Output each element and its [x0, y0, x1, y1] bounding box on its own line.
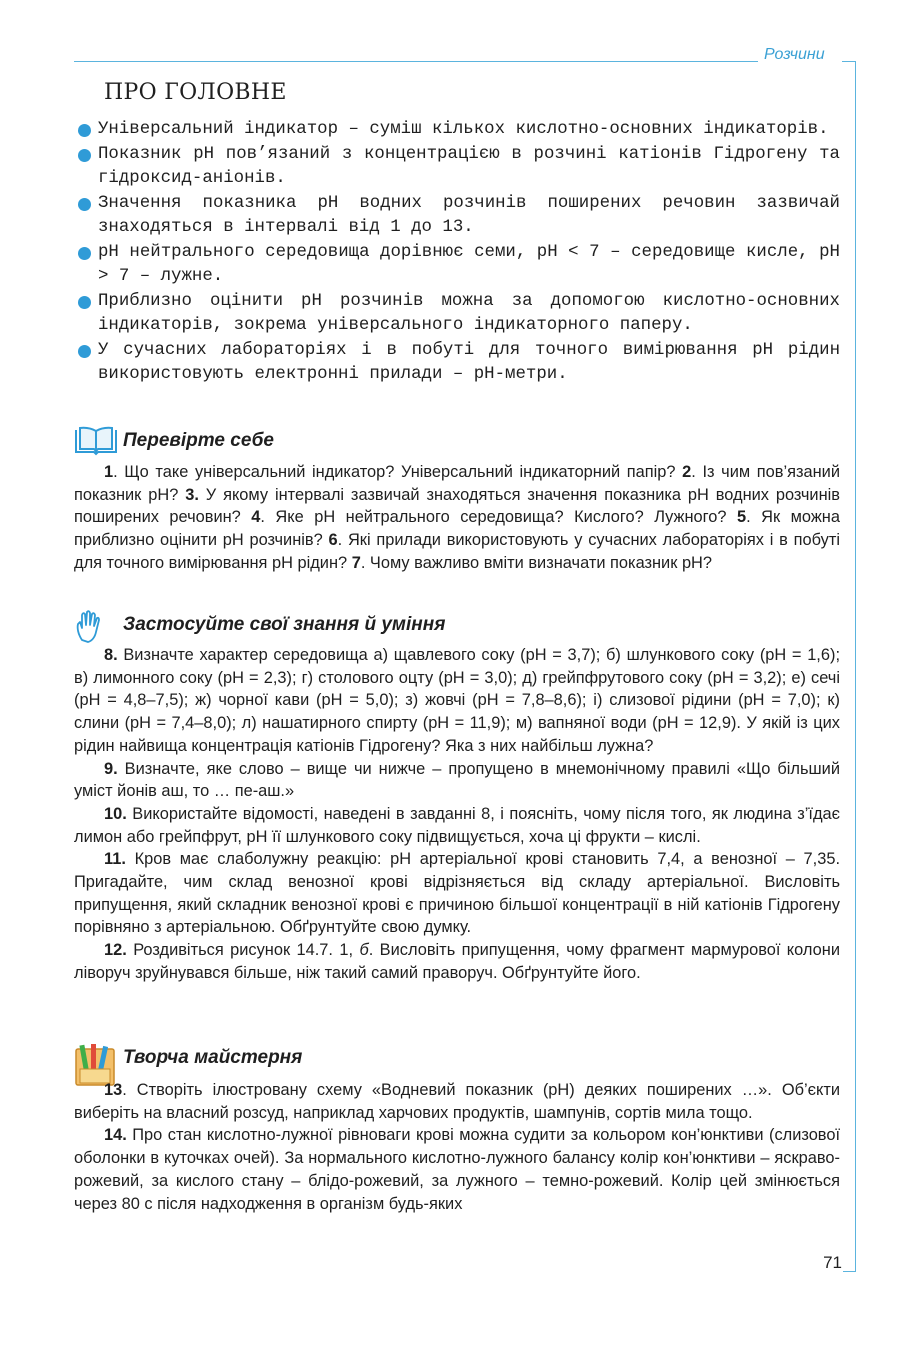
summary-item-text: Показник pH пов’язаний з концентрацією в розчині катіонів Гідрогену та гідроксид-аніонів.	[98, 144, 840, 188]
summary-item	[78, 290, 840, 339]
creative-workshop-heading	[74, 1043, 840, 1073]
question-number: 1	[104, 463, 114, 481]
task-8	[74, 644, 840, 758]
check-yourself-heading	[74, 426, 840, 456]
check-yourself-questions	[74, 461, 840, 575]
book-icon	[74, 426, 118, 456]
task-13	[74, 1079, 840, 1124]
summary-item	[78, 143, 840, 192]
question-text: . Із чим пов’язаний показник pH?	[74, 463, 840, 504]
question-number: 5	[737, 508, 747, 527]
task-text-italic: б	[359, 941, 369, 960]
section-title: Перевірте себе	[123, 430, 274, 451]
bullet-icon	[78, 149, 91, 162]
question-text: . Що таке універсальний індикатор? Універсальний індикаторний папір?	[113, 463, 683, 481]
bullet-icon	[78, 247, 91, 260]
summary-item-text: pH нейтрального середовища дорівнює семи, pH < 7 – середовище кисле, pH > 7 – лужне.	[98, 242, 840, 286]
task-text: . Висловіть припущення, чому фрагмент мармурової колони ліворуч зруйнувався більше, ніж такий самий праворуч. Обґрунтуйте його.	[74, 941, 840, 982]
summary-item-text: Значення показника pH водних розчинів поширених речовин зазвичай знаходяться в інтервалі від 1 до 13.	[98, 193, 840, 237]
section-title: Застосуйте свої знання й уміння	[123, 614, 446, 635]
task-number: 8.	[104, 646, 118, 664]
task-12	[74, 939, 840, 984]
task-text: Кров має слаболужну реакцію: pH артеріальної крові становить 7,4, а венозної – 7,35. Пригадайте, чим склад венозної крові відрізняється від складу артеріальної. Висловіть припущення, який складник венозної крові є причиною більшої концентрації в ній катіонів Гідрогену порівняно з артеріальною. Обґрунтуйте свою думку.	[74, 850, 840, 937]
task-number: 13	[104, 1081, 123, 1099]
task-9	[74, 758, 840, 803]
summary-list	[78, 118, 840, 388]
summary-item	[78, 118, 840, 143]
task-text: Використайте відомості, наведені в завданні 8, і поясніть, чому після того, як людина з’їдає лимон або грейпфрут, pH її шлункового соку підвищується, хоча ці фрукти – кислі.	[74, 804, 840, 846]
question-text: . Як можна приблизно оцінити pH розчинів?	[74, 508, 840, 550]
apply-knowledge-tasks	[74, 644, 840, 985]
bullet-icon	[78, 296, 91, 309]
question-number: 3.	[185, 485, 199, 504]
bullet-icon	[78, 345, 91, 358]
question-number: 4	[251, 508, 261, 527]
task-text: Роздивіться рисунок 14.7. 1,	[126, 941, 360, 960]
summary-item	[78, 339, 840, 388]
task-text: Визначте, яке слово – вище чи нижче – пропущено в мнемонічному правилі «Що більший уміст йонів аш, то … пе-аш.»	[74, 759, 840, 801]
summary-item	[78, 192, 840, 241]
summary-title: ПРО ГОЛОВНЕ	[104, 80, 287, 105]
task-14	[74, 1124, 840, 1215]
task-text: . Створіть ілюстровану схему «Водневий показник (pH) деяких поширених …». Об’єкти виберіть на власний розсуд, наприклад харчових продуктів, шампунів, сортів мила тощо.	[74, 1081, 840, 1122]
section-title: Творча майстерня	[123, 1047, 303, 1068]
bullet-icon	[78, 198, 91, 211]
task-10	[74, 803, 840, 848]
header-rule-corner	[842, 61, 855, 62]
page-number: 71	[823, 1253, 842, 1272]
hand-icon	[74, 610, 110, 644]
summary-item-text: У сучасних лабораторіях і в побуті для точного вимірювання pH рідин використовують електронні прилади – pH-метри.	[98, 340, 840, 384]
question-text: . Чому важливо вміти визначати показник pH?	[360, 553, 713, 572]
summary-item	[78, 241, 840, 290]
task-text: Про стан кислотно-лужної рівноваги крові можна судити за кольором кон’юнктиви (слизової оболонки в куточках очей). За нормального кислотно-лужного балансу колір кон’юнктиви – яскраво-рожевий, за кислого стану – блідо-рожевий, за лужного – темно-рожевий. Колір цей змінюється через 80 с після надходження в організм будь-яких	[74, 1126, 840, 1213]
summary-item-text: Універсальний індикатор – суміш кількох кислотно-основних індикаторів.	[98, 120, 829, 139]
question-number: 7	[351, 553, 361, 572]
task-11	[74, 848, 840, 939]
task-number: 9.	[104, 759, 118, 778]
creative-workshop-tasks	[74, 1079, 840, 1215]
task-number: 11.	[104, 850, 126, 869]
task-text: Визначте характер середовища а) щавлевого соку (pH = 3,7); б) шлункового соку (pH = 1,6); в) лимонного соку (pH = 2,3); г) столового оцту (pH = 3,0); д) грейпфрутового соку (pH = 3,2); е) сечі (pH = 4,8–7,5); ж) чорної кави (pH = 5,0); з) жовчі (pH = 7,8–8,6); і) слизової рідини (pH = 7,0); к) слини (pH = 7,4–8,0); л) нашатирного спирту (pH = 11,9); м) вапняної води (pH = 12,9). У якій із цих рідин найвища концентрація катіонів Гідрогену? Яка з них найбільш лужна?	[74, 646, 840, 755]
question-number: 6	[328, 531, 338, 550]
bullet-icon	[78, 124, 91, 137]
question-text: . Яке pH нейтрального середовища? Кислого? Лужного?	[260, 508, 737, 527]
footer-rule	[843, 1271, 856, 1272]
running-head: Розчини	[764, 46, 825, 63]
question-text: . Які прилади використовують у сучасних лабораторіях і в побуті для точного вимірювання pH рідин?	[74, 531, 840, 572]
question-text: У якому інтервалі зазвичай знаходяться значення показника pH водних розчинів поширених речовин?	[74, 485, 840, 527]
apply-knowledge-heading	[74, 610, 840, 640]
header-rule	[74, 61, 758, 62]
task-number: 14.	[104, 1126, 127, 1145]
question-number: 2	[682, 463, 692, 481]
questions-paragraph	[74, 461, 840, 575]
summary-item-text: Приблизно оцінити pH розчинів можна за допомогою кислотно-основних індикаторів, зокрема універсального індикаторного паперу.	[98, 291, 840, 335]
task-number: 12.	[104, 941, 127, 960]
task-number: 10.	[104, 804, 127, 823]
side-rule	[855, 61, 856, 1272]
